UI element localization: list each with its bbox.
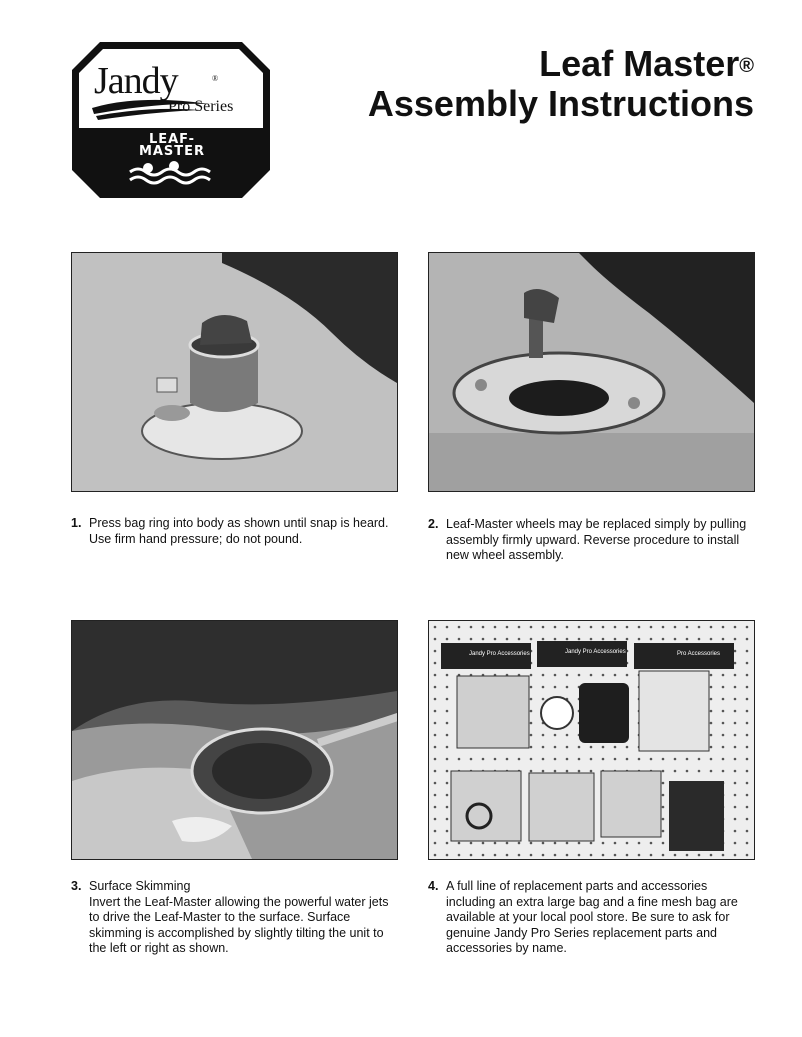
photo-step-2-wheels (428, 252, 755, 492)
photo-step-4-accessories (428, 620, 755, 860)
jandy-logo (70, 40, 272, 200)
title-line-2: Assembly Instructions (367, 83, 754, 124)
step-4-number: 4. (428, 879, 439, 893)
accessory-tag-1: Jandy Pro Accessories (469, 651, 530, 657)
step-2-caption (428, 517, 753, 564)
step-3-text: Invert the Leaf-Master allowing the powerful water jets to drive the Leaf-Master to the surface. Surface skimming is accomplished by slightly tilting the unit to the left or right as shown. (89, 894, 389, 955)
step-4-caption (428, 879, 753, 957)
step-3-number: 3. (71, 879, 82, 893)
logo-badge-text-bottom: MASTER (138, 144, 206, 159)
logo-badge-text-top: LEAF- (148, 132, 196, 147)
accessory-tag-2: Jandy Pro Accessories (565, 649, 626, 655)
step-1-caption (71, 516, 391, 547)
step-3-heading: Surface Skimming (89, 879, 191, 893)
accessory-tag-3: Pro Accessories (677, 651, 721, 657)
step-2-text: Leaf-Master wheels may be replaced simply by pulling assembly firmly upward. Reverse procedure to install new wheel assembly. (446, 517, 747, 562)
step-2-number: 2. (428, 517, 439, 531)
photo-step-3-surface-skimming (71, 620, 398, 860)
logo-brand-text: Jandy (94, 60, 178, 102)
photo-step-1-bag-ring (71, 252, 398, 492)
logo-product-line: Pro Series (168, 98, 234, 115)
step-1-number: 1. (71, 516, 82, 530)
step-1-text: Press bag ring into body as shown until snap is heard. Use firm hand pressure; do not pound. (89, 516, 389, 546)
logo-registered-mark: ® (212, 74, 219, 83)
step-4-text: A full line of replacement parts and accessories including an extra large bag and a fine mesh bag are available at your local pool store. Be sure to ask for genuine Jandy Pro Series replacement parts and accessories by name. (446, 879, 738, 955)
title-registered-mark: ® (739, 55, 754, 77)
step-3-caption (71, 879, 401, 957)
title-line-1: Leaf Master (539, 43, 740, 84)
page-title (368, 44, 754, 124)
